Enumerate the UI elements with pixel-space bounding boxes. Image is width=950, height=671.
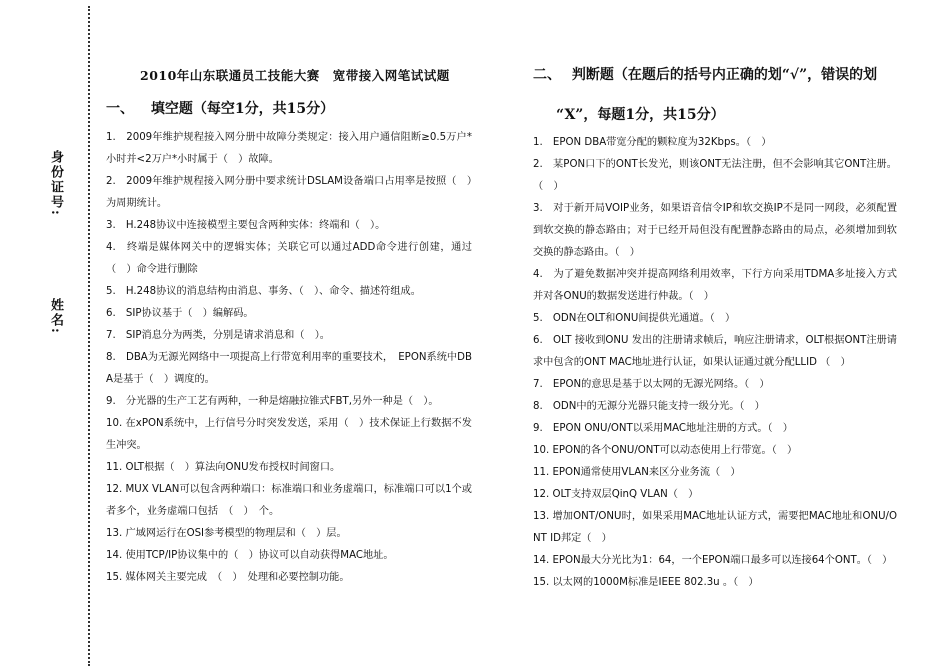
section2-title-line1: 判断题（在题后的括号内正确的划“√”，错误的划	[571, 67, 878, 83]
binding-dotted-line	[88, 6, 90, 666]
fill-question: 13. 广域网运行在OSI参考模型的物理层和（ ）层。	[106, 528, 347, 539]
judge-question: 9. EPON ONU/ONT以采用MAC地址注册的方式。（ ）	[533, 423, 793, 434]
judge-question: 10. EPON的各个ONU/ONT可以动态使用上行带宽。（ ）	[533, 445, 798, 456]
name-label: 姓名:	[48, 298, 63, 335]
fill-question: 2. 2009年维护规程接入网分册中要求统计DSLAM设备端口占用率是按照（ ）为周期统计。	[106, 176, 472, 209]
judge-question: 5. ODN在OLT和ONU间提供光通道。（ ）	[533, 313, 736, 324]
judge-question: 7. EPON的意思是基于以太网的无源光网络。（ ）	[533, 379, 770, 390]
id-number-label: 身份证号:	[48, 150, 63, 217]
judge-question: 6. OLT 接收到ONU 发出的注册请求帧后，响应注册请求，OLT根据ONT注册请求中包含的ONT MAC地址进行认证，如果认证通过就分配LLID （ ）	[533, 335, 897, 368]
fill-question: 4. 终端是媒体网关中的逻辑实体；关联它可以通过ADD命令进行创建，通过（ ）命令进行删除	[106, 242, 472, 275]
judge-question: 13. 增加ONT/ONU时，如果采用MAC地址认证方式，需要把MAC地址和ONU/ONT ID邦定（ ）	[533, 511, 897, 544]
judge-question: 14. EPON最大分光比为1：64，一个EPON端口最多可以连接64个ONT。（ ）	[533, 555, 893, 566]
fill-question: 7. SIP消息分为两类，分别是请求消息和（ ）。	[106, 330, 330, 341]
fill-question: 10. 在xPON系统中，上行信号分时突发发送，采用（ ）技术保证上行数据不发生冲突。	[106, 418, 472, 451]
section1-number: 一、	[106, 101, 134, 117]
exam-title: 2010年山东联通员工技能大赛 宽带接入网笔试试题	[140, 68, 450, 83]
judge-question: 15. 以太网的1000M标准是IEEE 802.3u 。（ ）	[533, 577, 759, 588]
judge-question: 8. ODN中的无源分光器只能支持一级分光。（ ）	[533, 401, 765, 412]
fill-question: 1. 2009年维护规程接入网分册中故障分类规定：接入用户通信阻断≥0.5万户*小时并<2万户*小时属于（ ）故障。	[106, 132, 472, 165]
section2-number: 二、	[533, 67, 561, 83]
judge-question: 11. EPON通常使用VLAN来区分业务流（ ）	[533, 467, 741, 478]
section1-title: 填空题（每空1分，共15分）	[150, 101, 335, 117]
fill-question: 15. 媒体网关主要完成 （ ） 处理和必要控制功能。	[106, 572, 350, 583]
section2-heading-line2: “X”，每题1分，共15分）	[556, 107, 725, 123]
fill-question: 9. 分光器的生产工艺有两种，一种是熔融拉锥式FBT,另外一种是（ ）。	[106, 396, 439, 407]
fill-in-question-list	[106, 127, 472, 589]
judge-question: 4. 为了避免数据冲突并提高网络利用效率，下行方向采用TDMA多址接入方式并对各ONU的数据发送进行仲裁。（ ）	[533, 269, 897, 302]
judge-question: 2. 某PON口下的ONT长发光，则该ONT无法注册，但不会影响其它ONT注册。（ ）	[533, 159, 897, 192]
section2-heading	[533, 64, 877, 84]
fill-question: 14. 使用TCP/IP协议集中的（ ）协议可以自动获得MAC地址。	[106, 550, 394, 561]
fill-question: 12. MUX VLAN可以包含两种端口：标准端口和业务虚端口，标准端口可以1个或者多个，业务虚端口包括 （ ） 个。	[106, 484, 472, 517]
judge-question: 3. 对于新开局VOIP业务，如果语音信令IP和软交换IP不是同一网段，必须配置到软交换的静态路由；对于已经开局但没有配置静态路由的局点，必须增加到软交换的静态路由。（ ）	[533, 203, 897, 258]
judge-question: 1. EPON DBA带宽分配的颗粒度为32Kbps。（ ）	[533, 137, 772, 148]
fill-question: 5. H.248协议的消息结构由消息、事务、（ ）、命令、描述符组成。	[106, 286, 421, 297]
judge-question: 12. OLT支持双层QinQ VLAN（ ）	[533, 489, 699, 500]
true-false-question-list	[533, 132, 897, 594]
fill-question: 8. DBA为无源光网络中一项提高上行带宽利用率的重要技术， EPON系统中DBA是基于（ ）调度的。	[106, 352, 472, 385]
fill-question: 11. OLT根据（ ）算法向ONU发布授权时间窗口。	[106, 462, 341, 473]
section1-heading	[106, 98, 334, 118]
fill-question: 3. H.248协议中连接模型主要包含两种实体：终端和（ ）。	[106, 220, 386, 231]
fill-question: 6. SIP协议基于（ ）编解码。	[106, 308, 254, 319]
